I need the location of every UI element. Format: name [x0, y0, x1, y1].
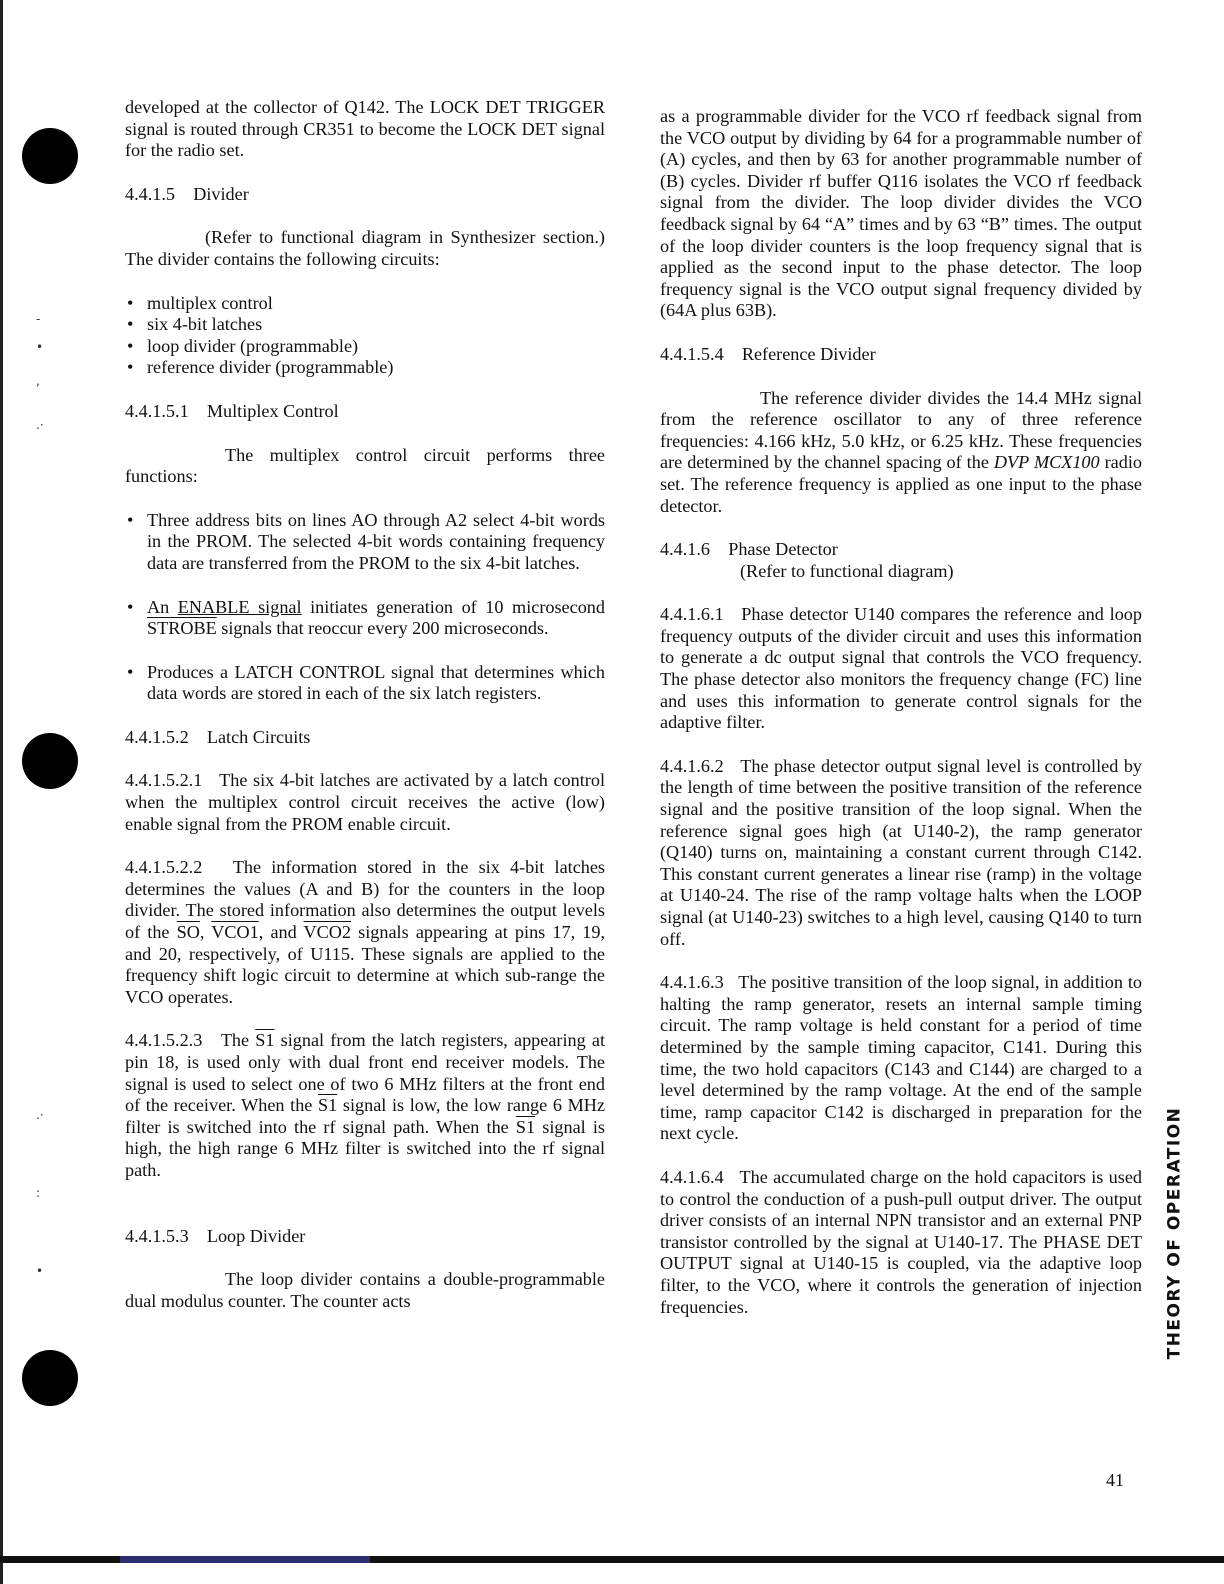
model-name: DVP MCX100: [993, 452, 1100, 473]
text-run: signal is high, the high range 6 MHz filter is switched into the rf signal path.: [125, 1116, 606, 1180]
multiplex-function-list: [125, 597, 605, 640]
section-subtitle: (Refer to functional diagram): [740, 560, 954, 581]
text-run: , and: [258, 922, 304, 943]
section-heading-reference-divider: [660, 344, 1142, 366]
paragraph-number: 4.4.1.5.2.3: [125, 1030, 203, 1051]
left-column: [125, 97, 605, 1312]
scan-speck: .·: [36, 1108, 44, 1122]
section-number: 4.4.1.5.4: [660, 343, 724, 364]
right-column: [660, 106, 1142, 1318]
text-run: signal is low, the low range 6 MHz filter is switched into the rf signal path. When the: [125, 1095, 605, 1137]
side-tab-label: THEORY OF OPERATION: [1164, 1106, 1184, 1359]
bottom-edge-bar: [0, 1556, 1224, 1563]
text-run: ,: [199, 922, 212, 943]
list-item: • reference divider (programmable): [125, 357, 605, 379]
text-run-vco1: VCO1: [211, 922, 259, 943]
paragraph-reference-divider: [660, 388, 1142, 518]
bottom-edge-accent: [120, 1556, 370, 1563]
section-heading-multiplex: [125, 401, 605, 423]
text-run: radio set. The reference frequency is applied as one input to the phase detector.: [660, 452, 1142, 516]
paragraph-latch-3: [125, 1030, 605, 1181]
text-run: signals appearing at pins 17, 19, and 20, respectively, of U115. These signals are applied to the frequency shift logic circuit to determine at which sub-range the VCO operates.: [125, 922, 606, 1007]
section-number: 4.4.1.5: [125, 183, 176, 204]
section-heading-latch: [125, 727, 605, 749]
section-number: 4.4.1.5.1: [125, 400, 189, 421]
paragraph-text: The positive transition of the loop signal, in addition to halting the ramp generator, resets an internal sample timing circuit. The ramp voltage is held constant for a period of time determined by the sample timing capacitor, C141. During this time, the two hold capacitors (C143 and C144) are charged to a level determined by the ramp voltage. At the end of the sample time, ramp capacitor C142 is discharged in preparation for the next cycle.: [660, 972, 1142, 1144]
scan-speck: :: [36, 1186, 41, 1200]
paragraph-number: 4.4.1.6.3: [660, 972, 724, 993]
text-run-s1: S1: [515, 1116, 536, 1137]
section-title: Divider: [193, 183, 249, 204]
list-item: • Produces a LATCH CONTROL signal that determines which data words are stored in each of the six latch registers.: [125, 662, 605, 705]
binder-hole-middle: [22, 733, 78, 789]
text-run: initiates generation of 10 microsecond: [301, 596, 605, 617]
text-run: The reference divider divides the 14.4 MHz signal from the reference oscillator to any of three reference frequencies: 4.166 kHz, 5.0 kHz, or 6.25 kHz. These frequencies are determined by the channel spacing of the: [660, 387, 1142, 473]
paragraph-number: 4.4.1.5.2.2: [125, 857, 203, 878]
paragraph-text: The accumulated charge on the hold capacitors is used to control the conduction of a push-pull output driver. The output driver consists of an internal NPN transistor and an external PNP transistor controlled by the signal at U140-17. The PHASE DET OUTPUT signal at U140-15 is coupled, via the adaptive loop filter, to the VCO, where it controls the generation of injection frequencies.: [660, 1166, 1143, 1317]
text-run: The: [220, 1030, 256, 1051]
section-number: 4.4.1.6: [660, 539, 711, 560]
list-item: [125, 597, 605, 640]
circuit-list: [125, 293, 605, 379]
text-run-s1: S1: [255, 1030, 275, 1051]
text-run: The information stored in the six 4-bit latches determines the values (A and B) for the counters in the loop divider. The stored information also determines the output levels of the: [125, 857, 606, 943]
paragraph-text: The phase detector output signal level is controlled by the length of time between the positive transition of the reference signal and the positive transition of the loop signal. When the reference signal goes high (at U140-2), the ramp generator (Q140) turns on, maintaining a constant current through C142. This constant current generates a linear rise (ramp) in the voltage at U140-24. The rise of the ramp voltage halts when the LOOP signal (at U140-23) switches to a high level, causing Q140 to turn off.: [660, 755, 1143, 949]
text-run-vco2: VCO2: [303, 922, 352, 943]
text-run: An: [147, 596, 178, 617]
paragraph-loop-divider: The loop divider contains a double-programmable dual modulus counter. The counter acts: [125, 1269, 605, 1311]
paragraph-latch-1: [125, 770, 605, 835]
section-heading-loop-divider: [125, 1226, 605, 1248]
scan-speck: ,: [36, 374, 40, 388]
multiplex-function-list: [125, 662, 605, 705]
scan-left-edge: [0, 0, 3, 1584]
scan-speck: .·: [36, 418, 44, 432]
paragraph-number: 4.4.1.5.2.1: [125, 770, 203, 791]
section-side-tab: [1144, 1106, 1204, 1359]
scan-speck: •: [36, 340, 44, 354]
paragraph-loop-divider-cont: as a programmable divider for the VCO rf feedback signal from the VCO output by dividing by 64 for a programmable number of (A) cycles, and then by 63 for another programmable number of (B) cycles. Divider rf buffer Q116 isolates the VCO rf feedback signal from the divider. The loop divider divides the VCO feedback signal by 64 “A” times and by 63 “B” times. The output of the loop divider counters is the loop frequency signal that is applied as the second input to the phase detector. The loop frequency signal is the VCO output signal frequency divided by (64A plus 63B).: [660, 106, 1142, 321]
list-item: • six 4-bit latches: [125, 314, 605, 336]
scan-speck: -: [36, 312, 41, 326]
paragraph-number: 4.4.1.6.4: [660, 1166, 724, 1187]
paragraph-phase-3: [660, 972, 1142, 1145]
section-title: Phase Detector: [728, 539, 838, 560]
list-item: • loop divider (programmable): [125, 336, 605, 358]
paragraph-text: Phase detector U140 compares the reference and loop frequency outputs of the divider circuit and uses this information to generate a dc output signal that controls the VCO frequency. The phase detector also monitors the frequency change (FC) line and uses this information to generate control signals for the adaptive filter.: [660, 604, 1142, 733]
page-number: 41: [1106, 1470, 1124, 1490]
section-number: 4.4.1.5.3: [125, 1225, 189, 1246]
section-number: 4.4.1.5.2: [125, 726, 189, 747]
paragraph-phase-4: [660, 1167, 1142, 1318]
paragraph-divider-intro: (Refer to functional diagram in Synthesizer section.) The divider contains the following circuits:: [125, 227, 605, 269]
section-title: Reference Divider: [741, 343, 876, 364]
multiplex-function-list: [125, 510, 605, 575]
paragraph-number: 4.4.1.6.1: [660, 604, 724, 625]
text-run-strobe: STROBE: [147, 618, 217, 639]
list-item: • multiplex control: [125, 293, 605, 315]
paragraph-lock-det: developed at the collector of Q142. The LOCK DET TRIGGER signal is routed through CR351 to become the LOCK DET signal for the radio set.: [125, 97, 605, 161]
text-run-s1: S1: [318, 1095, 338, 1116]
paragraph-latch-2: [125, 857, 605, 1008]
text-run-enable: ENABLE signal: [177, 596, 302, 617]
paragraph-number: 4.4.1.6.2: [660, 755, 724, 776]
list-item: • Three address bits on lines AO through A2 select 4-bit words in the PROM. The selected 4-bit words containing frequency data are transferred from the PROM to the six 4-bit latches.: [125, 510, 605, 575]
section-heading-phase-detector: [660, 539, 1142, 561]
section-title: Loop Divider: [206, 1225, 306, 1246]
text-run: signal from the latch registers, appearing at pin 18, is used only with dual front end receiver models. The signal is used to select one of two 6 MHz filters at the front end of the receiver. When the: [125, 1030, 606, 1116]
section-title: Multiplex Control: [206, 400, 339, 421]
section-heading-divider: [125, 184, 605, 206]
text-run: signals that reoccur every 200 microseconds.: [216, 618, 549, 639]
paragraph-phase-1: [660, 604, 1142, 734]
binder-hole-top: [22, 128, 78, 184]
text-run-so: $\overline{SO}$: [176, 922, 200, 943]
paragraph-phase-2: [660, 756, 1142, 950]
binder-hole-bottom: [22, 1350, 78, 1406]
section-title: Latch Circuits: [206, 726, 311, 747]
scan-speck: •: [36, 1264, 44, 1278]
paragraph-multiplex-intro: The multiplex control circuit performs three functions:: [125, 444, 605, 487]
paragraph-text: The six 4-bit latches are activated by a latch control when the multiplex control circuit receives the active (low) enable signal from the PROM enable circuit.: [125, 770, 606, 834]
